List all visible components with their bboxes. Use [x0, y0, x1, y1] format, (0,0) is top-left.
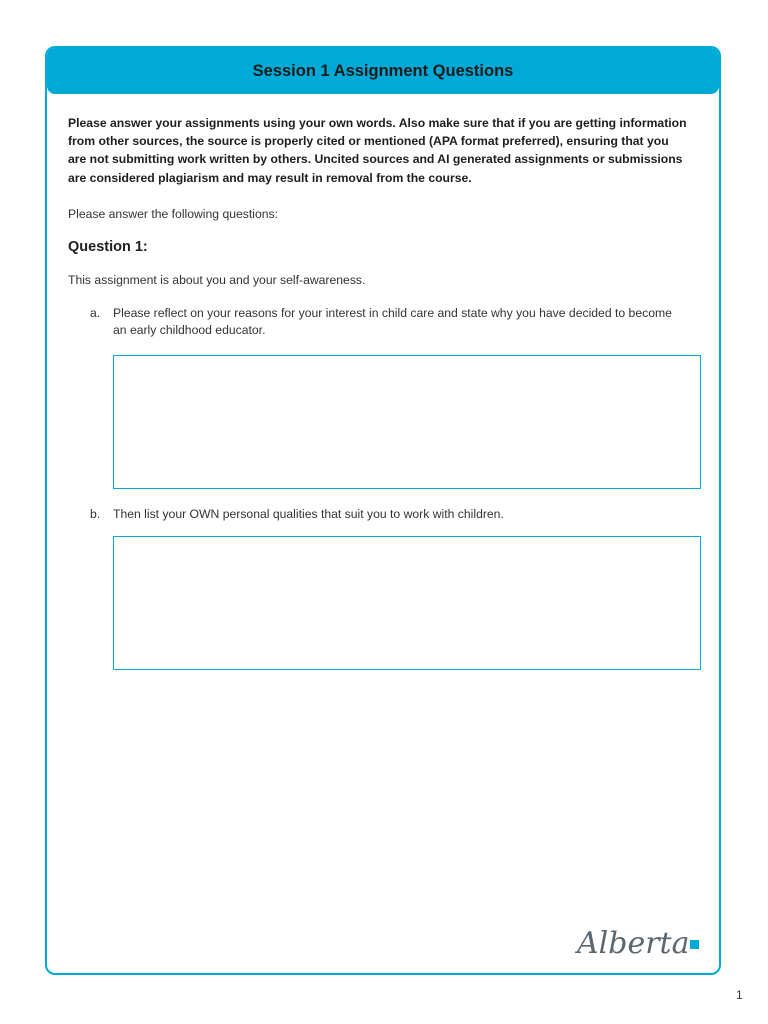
page-title: Session 1 Assignment Questions — [252, 61, 514, 80]
question-intro: This assignment is about you and your self-awareness. — [68, 272, 366, 287]
item-marker-a: a. — [90, 305, 101, 320]
alberta-logo-square — [690, 940, 699, 949]
item-text-a: Please reflect on your reasons for your interest in child care and state why you have decided to become an early childhood educator. — [113, 305, 672, 338]
question-item-b — [68, 506, 688, 524]
alberta-logo-wordmark: Alberta — [577, 926, 690, 960]
page-number: 1 — [736, 988, 743, 1002]
page-frame — [45, 46, 721, 975]
alberta-logo — [575, 920, 705, 960]
content-area — [68, 114, 688, 670]
answer-box-a[interactable] — [113, 355, 701, 489]
item-text-b: Then list your OWN personal qualities that suit you to work with children. — [113, 506, 504, 521]
question-heading: Question 1: — [68, 238, 148, 255]
item-marker-b: b. — [90, 506, 101, 521]
plagiarism-notice: Please answer your assignments using your own words. Also make sure that if you are getting information from other sources, the source is properly cited or mentioned (APA format preferred), ensuring that you are not submitting work written by others. Uncited sources and AI generated assignments or submissions are considered plagiarism and may result in removal from the course. — [68, 116, 687, 185]
answer-box-b[interactable] — [113, 536, 701, 670]
instructions-text: Please answer the following questions: — [68, 206, 279, 221]
header-bar — [47, 48, 719, 94]
question-item-a — [68, 305, 688, 340]
